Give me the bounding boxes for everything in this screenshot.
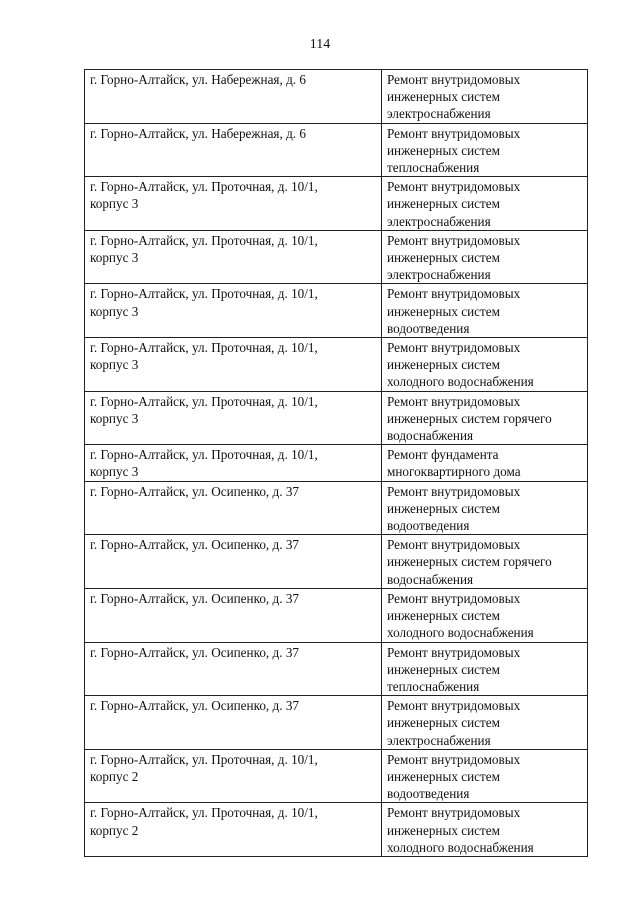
table-row	[85, 803, 588, 857]
table-row	[85, 588, 588, 642]
work-type-cell: Ремонт внутридомовых инженерных систем теплоснабжения	[382, 123, 588, 177]
work-type-cell: Ремонт внутридомовых инженерных систем водоотведения	[382, 749, 588, 803]
table-row	[85, 445, 588, 481]
table-row	[85, 696, 588, 750]
table-row	[85, 284, 588, 338]
address-cell: г. Горно-Алтайск, ул. Осипенко, д. 37	[85, 535, 382, 589]
address-cell: г. Горно-Алтайск, ул. Проточная, д. 10/1, корпус 3	[85, 230, 382, 284]
address-cell: г. Горно-Алтайск, ул. Осипенко, д. 37	[85, 588, 382, 642]
table-row	[85, 70, 588, 124]
table-row	[85, 391, 588, 445]
address-cell: г. Горно-Алтайск, ул. Осипенко, д. 37	[85, 481, 382, 535]
table-row	[85, 338, 588, 392]
table-row	[85, 177, 588, 231]
address-cell: г. Горно-Алтайск, ул. Проточная, д. 10/1, корпус 3	[85, 338, 382, 392]
table-row	[85, 642, 588, 696]
address-cell: г. Горно-Алтайск, ул. Проточная, д. 10/1, корпус 2	[85, 803, 382, 857]
address-cell: г. Горно-Алтайск, ул. Набережная, д. 6	[85, 70, 382, 124]
address-cell: г. Горно-Алтайск, ул. Проточная, д. 10/1, корпус 3	[85, 391, 382, 445]
work-type-cell: Ремонт фундамента многоквартирного дома	[382, 445, 588, 481]
table-row	[85, 535, 588, 589]
repair-works-table	[84, 69, 588, 857]
address-cell: г. Горно-Алтайск, ул. Проточная, д. 10/1, корпус 3	[85, 284, 382, 338]
work-type-cell: Ремонт внутридомовых инженерных систем электроснабжения	[382, 696, 588, 750]
work-type-cell: Ремонт внутридомовых инженерных систем холодного водоснабжения	[382, 588, 588, 642]
work-type-cell: Ремонт внутридомовых инженерных систем электроснабжения	[382, 177, 588, 231]
work-type-cell: Ремонт внутридомовых инженерных систем горячего водоснабжения	[382, 535, 588, 589]
page-number: 114	[309, 37, 331, 52]
work-type-cell: Ремонт внутридомовых инженерных систем электроснабжения	[382, 70, 588, 124]
address-cell: г. Горно-Алтайск, ул. Проточная, д. 10/1, корпус 2	[85, 749, 382, 803]
address-cell: г. Горно-Алтайск, ул. Осипенко, д. 37	[85, 642, 382, 696]
table-row	[85, 123, 588, 177]
address-cell: г. Горно-Алтайск, ул. Проточная, д. 10/1, корпус 3	[85, 177, 382, 231]
table-row	[85, 481, 588, 535]
address-cell: г. Горно-Алтайск, ул. Набережная, д. 6	[85, 123, 382, 177]
work-type-cell: Ремонт внутридомовых инженерных систем горячего водоснабжения	[382, 391, 588, 445]
work-type-cell: Ремонт внутридомовых инженерных систем электроснабжения	[382, 230, 588, 284]
table-row	[85, 230, 588, 284]
address-cell: г. Горно-Алтайск, ул. Осипенко, д. 37	[85, 696, 382, 750]
address-cell: г. Горно-Алтайск, ул. Проточная, д. 10/1, корпус 3	[85, 445, 382, 481]
work-type-cell: Ремонт внутридомовых инженерных систем водоотведения	[382, 284, 588, 338]
work-type-cell: Ремонт внутридомовых инженерных систем водоотведения	[382, 481, 588, 535]
work-type-cell: Ремонт внутридомовых инженерных систем холодного водоснабжения	[382, 803, 588, 857]
work-type-cell: Ремонт внутридомовых инженерных систем холодного водоснабжения	[382, 338, 588, 392]
work-type-cell: Ремонт внутридомовых инженерных систем теплоснабжения	[382, 642, 588, 696]
table-row	[85, 749, 588, 803]
